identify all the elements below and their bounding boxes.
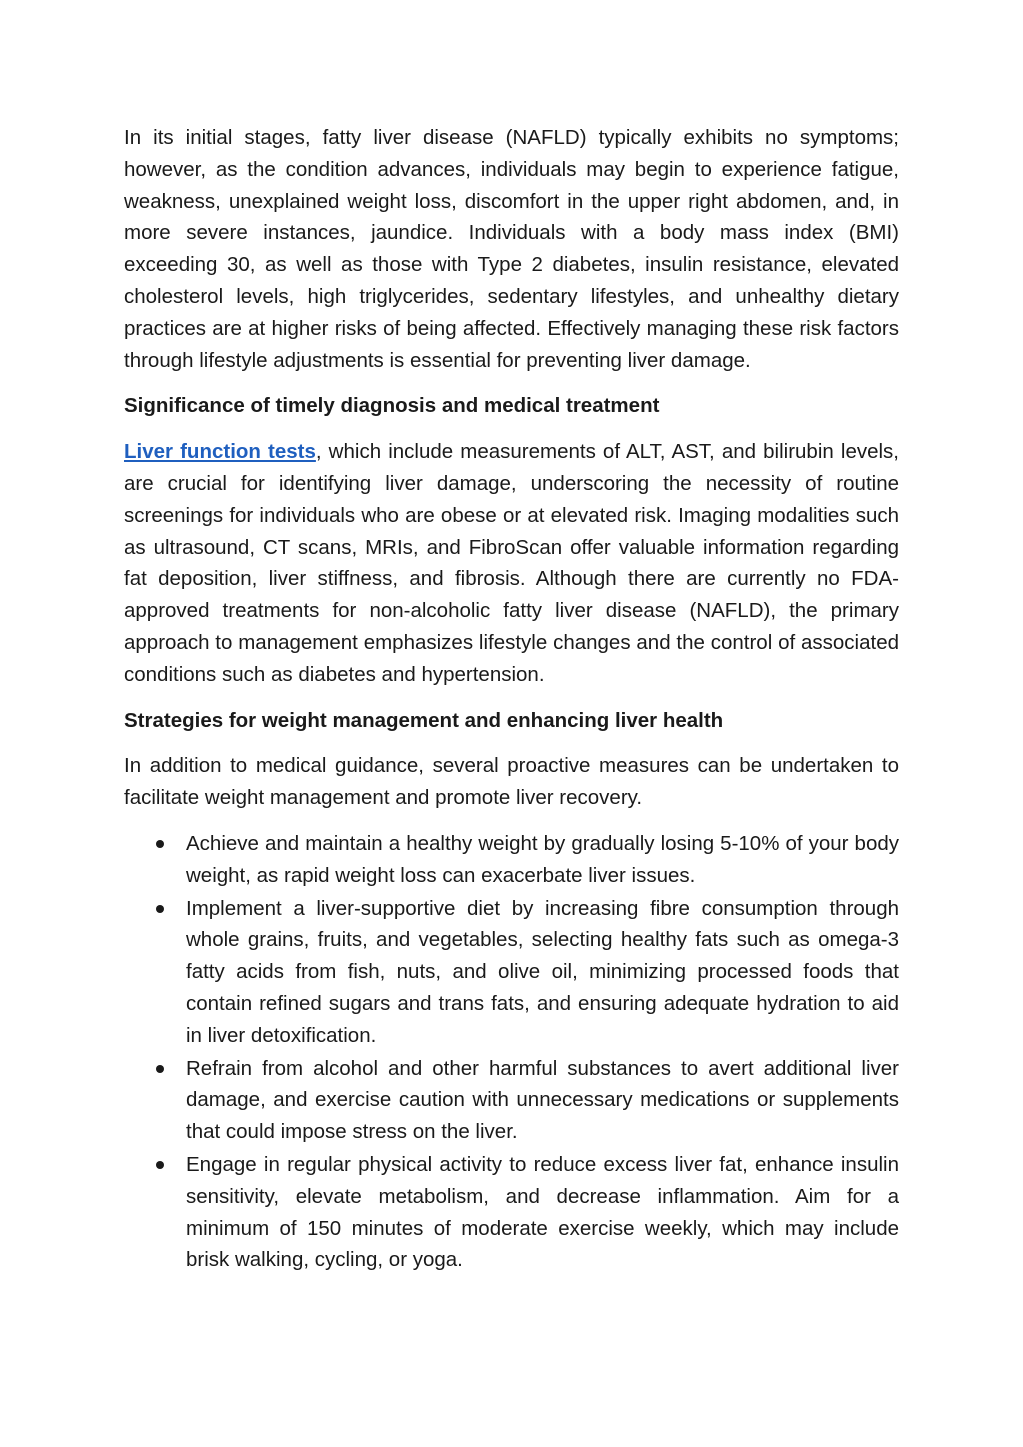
list-item	[124, 893, 899, 1052]
intro-paragraph: In its initial stages, fatty liver disease (NAFLD) typically exhibits no symptoms; however, as the condition advances, individuals may begin to experience fatigue, weakness, unexplained weight loss, discomfort in the upper right abdomen, and, in more severe instances, jaundice. Individuals with a body mass index (BMI) exceeding 30, as well as those with Type 2 diabetes, insulin resistance, elevated cholesterol levels, high triglycerides, sedentary lifestyles, and unhealthy dietary practices are at higher risks of being affected. Effectively managing these risk factors through lifestyle adjustments is essential for preventing liver damage.	[124, 126, 899, 372]
list-item	[124, 828, 899, 892]
bullet-icon	[156, 1161, 164, 1169]
list-item-text: Refrain from alcohol and other harmful substances to avert additional liver damage, and exercise caution with unnecessary medications or supplements that could impose stress on the liver.	[186, 1056, 899, 1144]
list-item-text: Engage in regular physical activity to reduce excess liver fat, enhance insulin sensitivity, elevate metabolism, and decrease inflammation. Aim for a minimum of 150 minutes of moderate exercise weekly, which may include brisk walking, cycling, or yoga.	[186, 1152, 899, 1272]
document-page	[124, 122, 899, 1277]
bullet-icon	[156, 905, 164, 913]
bullet-icon	[156, 1065, 164, 1073]
strategies-bullet-list	[124, 828, 899, 1276]
liver-function-tests-link[interactable]: Liver function tests	[124, 440, 316, 464]
diagnosis-paragraph	[124, 436, 899, 690]
diagnosis-paragraph-body: , which include measurements of ALT, AST, and bilirubin levels, are crucial for identifying liver damage, underscoring the necessity of routine screenings for individuals who are obese or at elevated risk. Imaging modalities such as ultrasound, CT scans, MRIs, and FibroScan offer valuable information regarding fat deposition, liver stiffness, and fibrosis. Although there are currently no FDA-approved treatments for non-alcoholic fatty liver disease (NAFLD), the primary approach to management emphasizes lifestyle changes and the control of associated conditions such as diabetes and hypertension.	[124, 440, 899, 686]
list-item-text: Achieve and maintain a healthy weight by gradually losing 5-10% of your body weight, as rapid weight loss can exacerbate liver issues.	[186, 831, 899, 887]
strategies-intro-paragraph: In addition to medical guidance, several proactive measures can be undertaken to facilitate weight management and promote liver recovery.	[124, 754, 899, 810]
list-item-text: Implement a liver-supportive diet by increasing fibre consumption through whole grains, fruits, and vegetables, selecting healthy fats such as omega-3 fatty acids from fish, nuts, and olive oil, minimizing processed foods that contain refined sugars and trans fats, and ensuring adequate hydration to aid in liver detoxification.	[186, 896, 899, 1047]
list-item	[124, 1053, 899, 1148]
list-item	[124, 1149, 899, 1276]
section-heading-strategies: Strategies for weight management and enhancing liver health	[124, 708, 724, 732]
bullet-icon	[156, 840, 164, 848]
section-heading-diagnosis: Significance of timely diagnosis and medical treatment	[124, 394, 660, 418]
